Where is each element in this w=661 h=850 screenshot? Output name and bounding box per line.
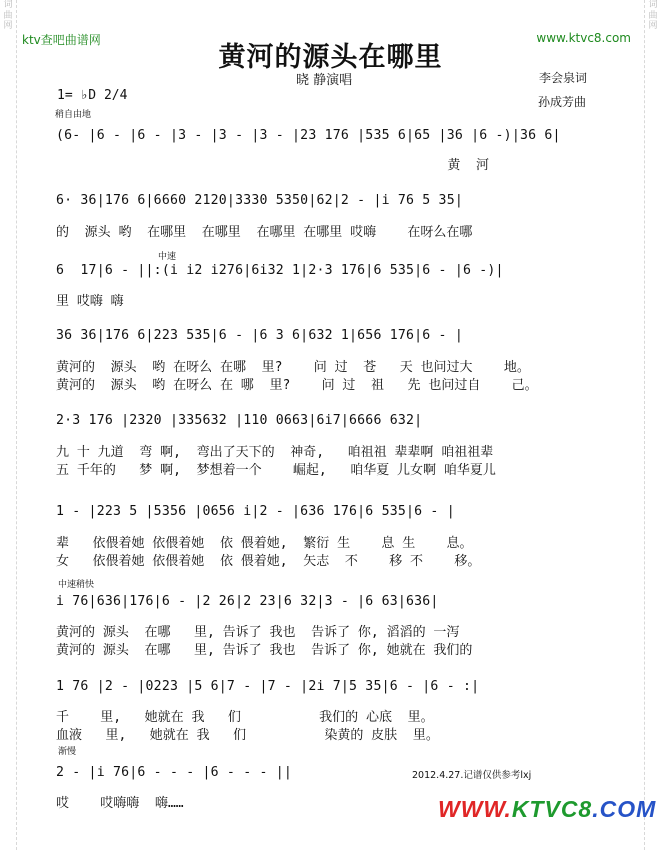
lyric-verse-2: 女 依偎着她 依偎着她 依 偎着她, 矢志 不 移 不 移。 <box>56 554 481 569</box>
lyric-verse-1: 千 里, 她就在 我 们 我们的 心底 里。 <box>56 710 434 725</box>
notation-line: 36 36|176 6|223 535|6 - |6 3 6|632 1|656 176|6 - | <box>56 328 463 343</box>
lyric-verse-1: 九 十 九道 弯 啊, 弯出了天下的 神奇, 咱祖祖 辈辈啊 咱祖祖辈 <box>56 445 494 460</box>
left-watermark-strip: 词 曲 网 <box>0 0 17 850</box>
site-url-right[interactable]: www.ktvc8.com <box>536 31 631 45</box>
right-watermark-strip: 词 曲 网 <box>644 0 661 850</box>
site-name-left[interactable]: ktv查吧曲谱网 <box>22 33 101 47</box>
lyric-verse-1: 黄河的 源头 哟 在呀么 在哪 里? 问 过 苍 天 也问过大 地。 <box>56 360 530 375</box>
tempo-mark-zhongsu: 中速 <box>158 252 177 262</box>
score-row-6 <box>56 504 630 569</box>
composer-credit: 孙成芳曲 <box>538 95 587 109</box>
score-row-5 <box>56 413 630 478</box>
key-signature: 1= ♭D 2/4 <box>57 88 128 103</box>
tempo-marking: 稍自由地 <box>55 110 92 120</box>
tempo-mark-jianman: 渐慢 <box>58 747 77 757</box>
lyric-verse-1: 黄河的 源头 在哪 里, 告诉了 我也 告诉了 你, 滔滔的 一泻 <box>56 625 460 640</box>
song-title: 黄河的源头在哪里 <box>218 42 443 73</box>
score-row-4 <box>56 328 630 393</box>
lyric-verse-1: 哎 哎嗨嗨 嗨…… <box>56 796 184 811</box>
notation-line: 2 - |i 76|6 - - - |6 - - - || <box>56 765 293 780</box>
tempo-mark-zhongsu-shaokuai: 中速稍快 <box>58 580 95 590</box>
score-row-3 <box>56 263 630 325</box>
lyric-verse-1: 里 哎嗨 嗨 <box>56 294 124 309</box>
notation-line: 6· 36|176 6|6660 2120|3330 5350|62|2 - |i 76 5 35| <box>56 193 463 208</box>
notation-line: 2·3 176 |2320 |335632 |110 0663|6i7|6666 632| <box>56 413 423 428</box>
notation-line: 1 - |223 5 |5356 |0656 i|2 - |636 176|6 535|6 - | <box>56 504 455 519</box>
lyricist-credit: 李会泉词 <box>539 71 588 85</box>
lyric-verse-1: 辈 依偎着她 依偎着她 依 偎着她, 繁衍 生 息 生 息。 <box>56 536 473 551</box>
score-row-8 <box>56 679 630 741</box>
notation-line: (6- |6 - |6 - |3 - |3 - |3 - |23 176 |535 6|65 |36 |6 -)|36 6| <box>56 128 561 143</box>
lyric-verse-2: 五 千年的 梦 啊, 梦想着一个 崛起, 咱华夏 儿女啊 咱华夏儿 <box>56 463 496 478</box>
lyric-verse-1: 的 源头 哟 在哪里 在哪里 在哪里 在哪里 哎嗨 在呀么在哪 <box>56 225 473 240</box>
logo-part-ktvc8: KTVC8 <box>511 796 593 822</box>
lyric-verse-1: 黄 河 <box>56 158 489 173</box>
score-row-1 <box>56 128 630 190</box>
site-logo[interactable] <box>438 796 656 823</box>
notation-line: i 76|636|176|6 - |2 26|2 23|6 32|3 - |6 63|636| <box>56 594 439 609</box>
lyric-verse-2: 黄河的 源头 哟 在呀么 在 哪 里? 问 过 祖 先 也问过自 己。 <box>56 378 538 393</box>
lyric-verse-2: 血液 里, 她就在 我 们 染黄的 皮肤 里。 <box>56 728 439 743</box>
transcription-note: 2012.4.27.记谱仅供参考lxj <box>412 770 532 781</box>
notation-line: 1 76 |2 - |0223 |5 6|7 - |7 - |2i 7|5 35|6 - |6 - :| <box>56 679 480 694</box>
logo-part-com: .COM <box>592 796 657 822</box>
score-row-7 <box>56 594 630 656</box>
score-row-2 <box>56 193 630 255</box>
notation-line: 6 17|6 - ||:(i i2 i276|6i32 1|2·3 176|6 535|6 - |6 -)| <box>56 263 504 278</box>
singer-credit: 晓 静演唱 <box>296 73 353 88</box>
logo-part-www: WWW. <box>438 796 512 822</box>
lyric-verse-2: 黄河的 源头 在哪 里, 告诉了 我也 告诉了 你, 她就在 我们的 <box>56 643 473 658</box>
